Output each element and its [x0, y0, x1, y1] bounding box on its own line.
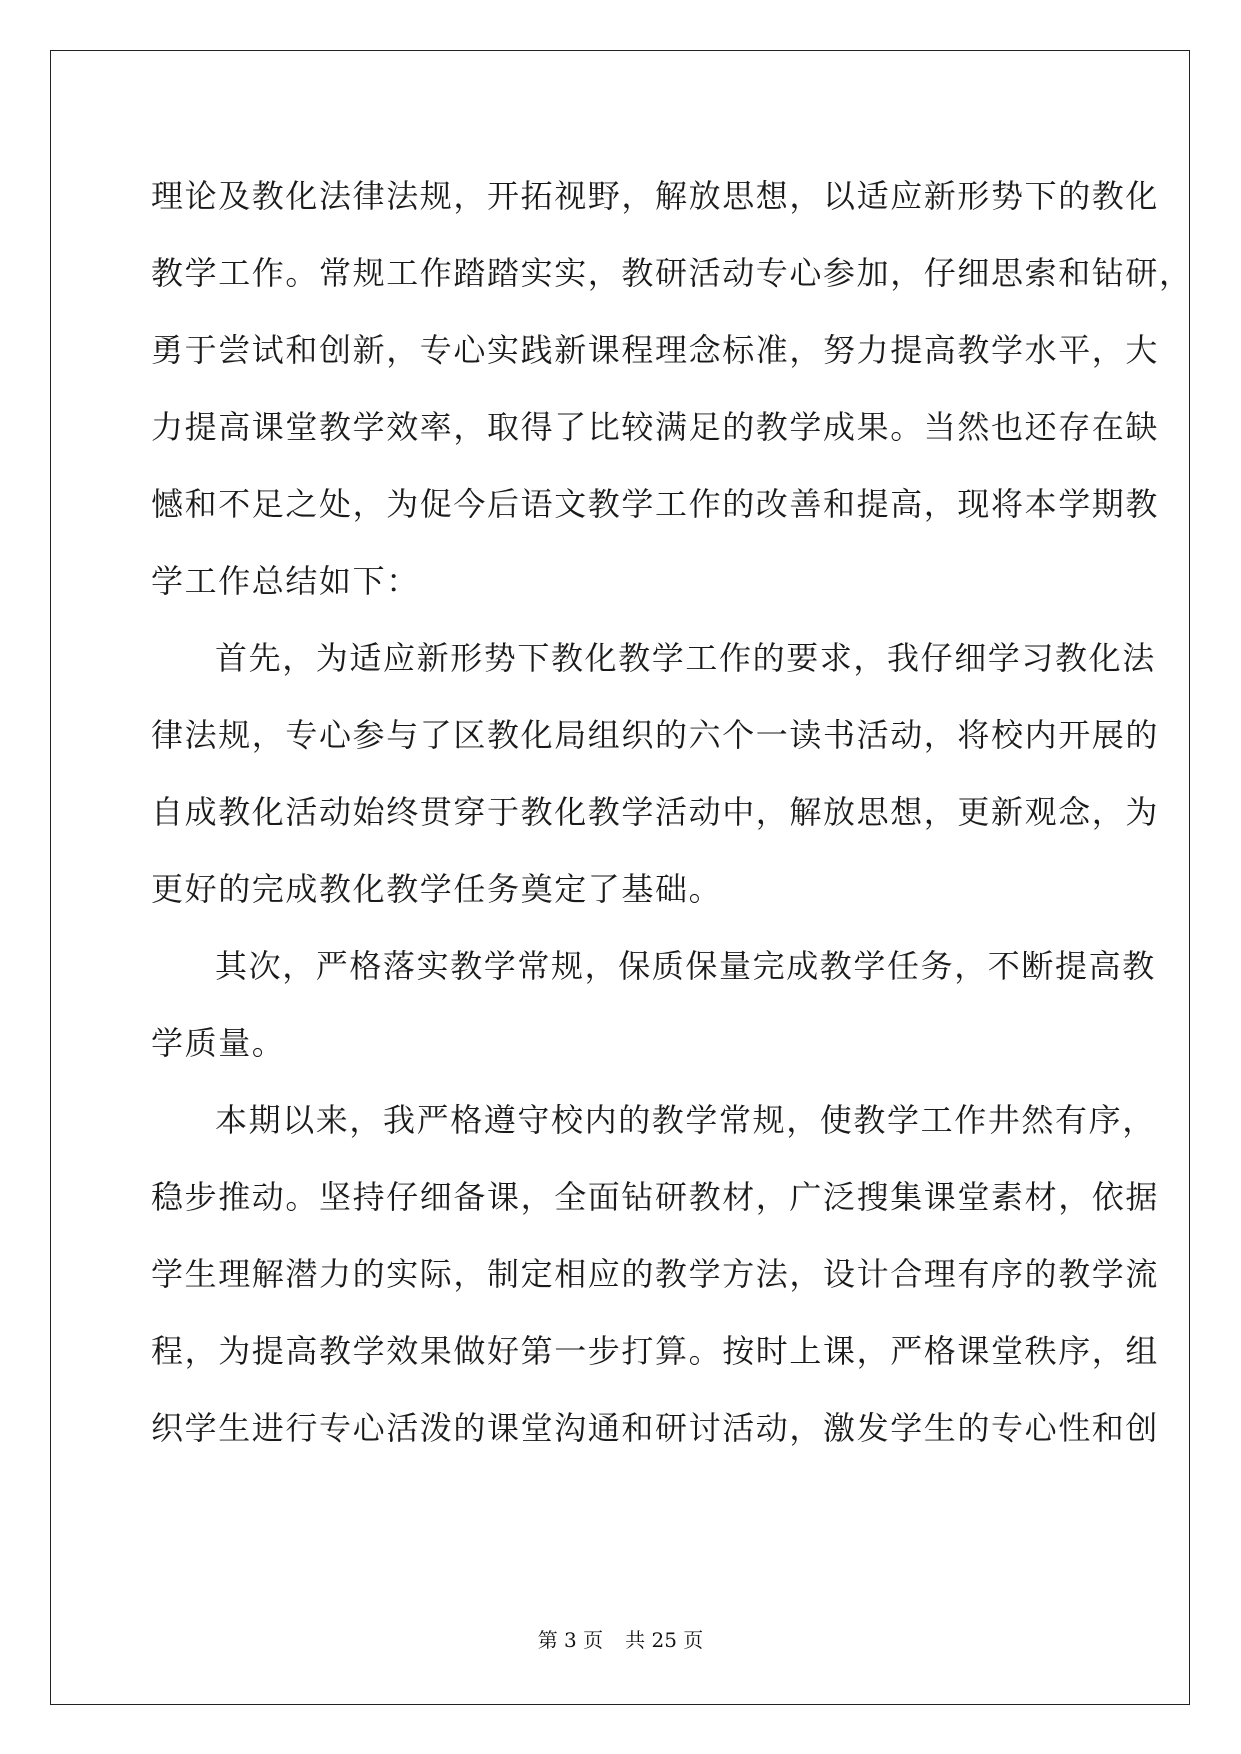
text-line: 学工作总结如下：: [151, 562, 420, 600]
page-number-current: 第 3 页: [537, 1628, 604, 1652]
paragraph-first-line: 其次，严格落实教学常规，保质保量完成教学任务，不断提高教: [215, 947, 1156, 985]
text-line: 稳步推动。坚持仔细备课，全面钻研教材，广泛搜集课堂素材，依据: [151, 1178, 1160, 1216]
text-line: 憾和不足之处，为促今后语文教学工作的改善和提高，现将本学期教: [151, 485, 1160, 523]
text-line: 学生理解潜力的实际，制定相应的教学方法，设计合理有序的教学流: [151, 1255, 1160, 1293]
document-body: [151, 158, 1193, 1467]
page-footer: [0, 1628, 1241, 1652]
text-line: 力提高课堂教学效率，取得了比较满足的教学成果。当然也还存在缺: [151, 408, 1160, 446]
text-line: 程，为提高教学效果做好第一步打算。按时上课，严格课堂秩序，组: [151, 1332, 1160, 1370]
text-line: 勇于尝试和创新，专心实践新课程理念标准，努力提高教学水平，大: [151, 331, 1160, 369]
text-line: 更好的完成教化教学任务奠定了基础。: [151, 870, 723, 908]
text-line: 学质量。: [151, 1024, 286, 1062]
paragraph-first-line: 本期以来，我严格遵守校内的教学常规，使教学工作井然有序，: [215, 1101, 1156, 1139]
text-line: 织学生进行专心活泼的课堂沟通和研讨活动，激发学生的专心性和创: [151, 1409, 1160, 1447]
paragraph-first-line: 首先，为适应新形势下教化教学工作的要求，我仔细学习教化法: [215, 639, 1156, 677]
page-number-total: 共 25 页: [625, 1628, 704, 1652]
text-line: 律法规，专心参与了区教化局组织的六个一读书活动，将校内开展的: [151, 716, 1160, 754]
text-line: 自成教化活动始终贯穿于教化教学活动中，解放思想，更新观念，为: [151, 793, 1160, 831]
text-line: 理论及教化法律法规，开拓视野，解放思想，以适应新形势下的教化: [151, 177, 1160, 215]
text-line: 教学工作。常规工作踏踏实实，教研活动专心参加，仔细思索和钻研，: [151, 254, 1193, 292]
